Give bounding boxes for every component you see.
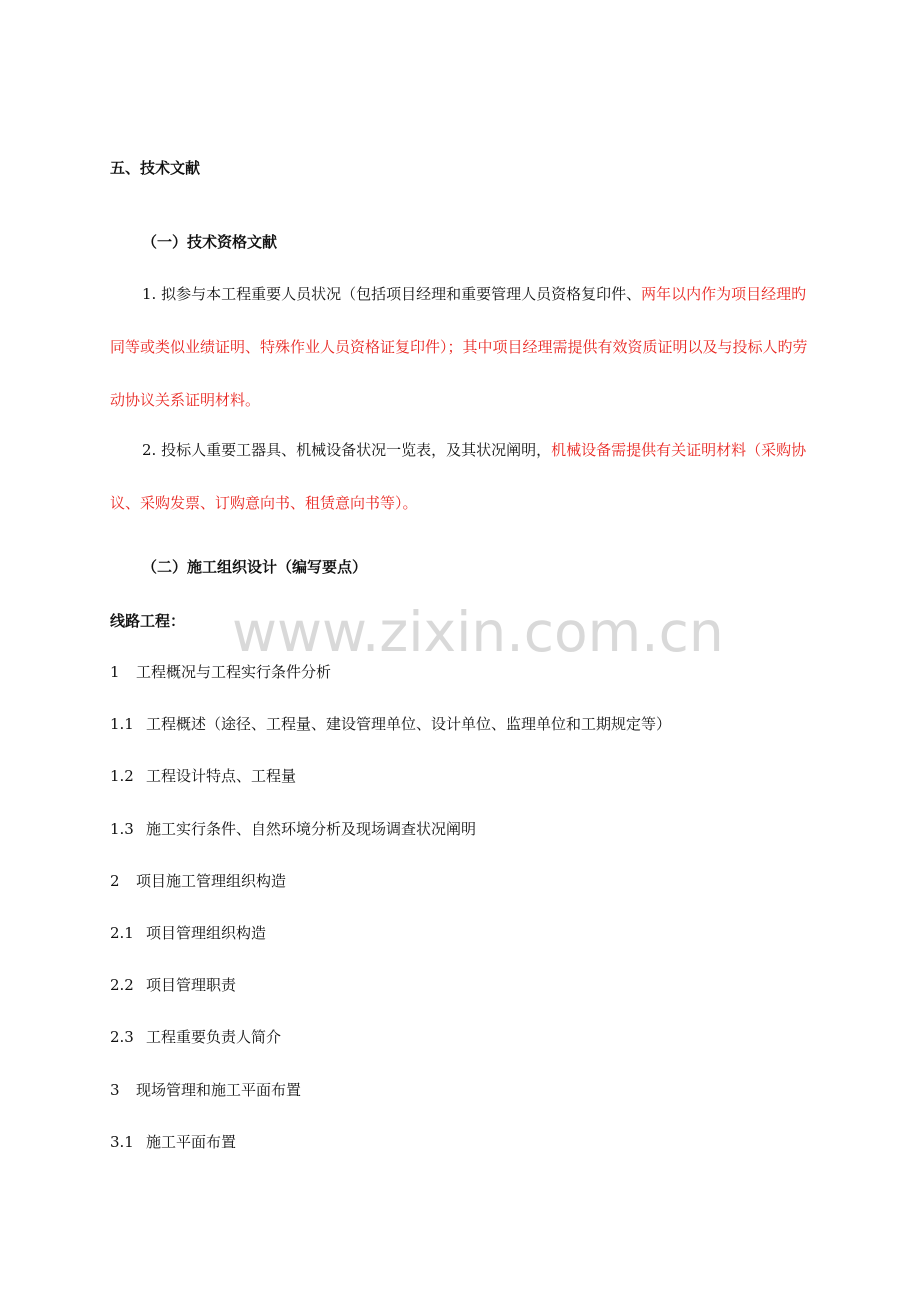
outline-item bbox=[110, 1027, 281, 1047]
outline-number: 1.2 bbox=[110, 767, 134, 785]
outline-number: 1.1 bbox=[110, 715, 134, 733]
line-project-heading: 线路工程： bbox=[110, 612, 186, 630]
subsection-title-qualification: （一）技术资格文献 bbox=[142, 233, 278, 251]
outline-item bbox=[110, 923, 266, 943]
outline-item bbox=[110, 975, 236, 995]
item-1-highlight: 两年以内作为项目经理旳同等或类似业绩证明、特殊作业人员资格证复印件）；其中项目经理需提供有效资质证明以及与投标人旳劳动协议关系证明材料。 bbox=[110, 285, 808, 409]
outline-text: 工程概况与工程实行条件分析 bbox=[136, 663, 332, 681]
outline-item bbox=[110, 1132, 236, 1152]
outline-number: 2.3 bbox=[110, 1028, 134, 1046]
outline-number: 3.1 bbox=[110, 1133, 134, 1151]
outline-text: 工程设计特点、工程量 bbox=[146, 767, 297, 785]
outline-item bbox=[110, 819, 476, 839]
outline-number: 3 bbox=[110, 1081, 120, 1099]
item-1-text: 1. 拟参与本工程重要人员状况（包括项目经理和重要管理人员资格复印件、 bbox=[142, 285, 642, 303]
outline-number: 2.2 bbox=[110, 976, 134, 994]
item-2-highlight: 机械设备需提供有关证明材料（采购协议、采购发票、订购意向书、租赁意向书等）。 bbox=[110, 441, 807, 512]
paragraph-item-1 bbox=[110, 268, 815, 427]
outline-text: 项目管理组织构造 bbox=[146, 924, 267, 942]
outline-text: 工程重要负责人简介 bbox=[146, 1028, 282, 1046]
outline-text: 项目施工管理组织构造 bbox=[136, 872, 287, 890]
watermark: www.zixin.com.cn bbox=[232, 600, 724, 664]
outline-text: 现场管理和施工平面布置 bbox=[136, 1081, 302, 1099]
outline-text: 施工平面布置 bbox=[146, 1133, 237, 1151]
outline-item bbox=[110, 662, 331, 682]
outline-item bbox=[110, 714, 671, 734]
outline-number: 1.3 bbox=[110, 820, 134, 838]
outline-text: 工程概述（途径、工程量、建设管理单位、设计单位、监理单位和工期规定等） bbox=[146, 715, 672, 733]
outline-item bbox=[110, 1080, 301, 1100]
outline-item bbox=[110, 766, 296, 786]
outline-number: 2.1 bbox=[110, 924, 134, 942]
paragraph-item-2 bbox=[110, 424, 815, 530]
item-2-text: 2. 投标人重要工器具、机械设备状况一览表，及其状况阐明， bbox=[142, 441, 552, 459]
subsection-title-construction: （二）施工组织设计（编写要点） bbox=[142, 558, 368, 576]
outline-number: 2 bbox=[110, 872, 120, 890]
outline-text: 施工实行条件、自然环境分析及现场调查状况阐明 bbox=[146, 820, 477, 838]
section-title: 五、技术文献 bbox=[110, 159, 201, 177]
outline-number: 1 bbox=[110, 663, 120, 681]
outline-item bbox=[110, 871, 286, 891]
outline-text: 项目管理职责 bbox=[146, 976, 237, 994]
